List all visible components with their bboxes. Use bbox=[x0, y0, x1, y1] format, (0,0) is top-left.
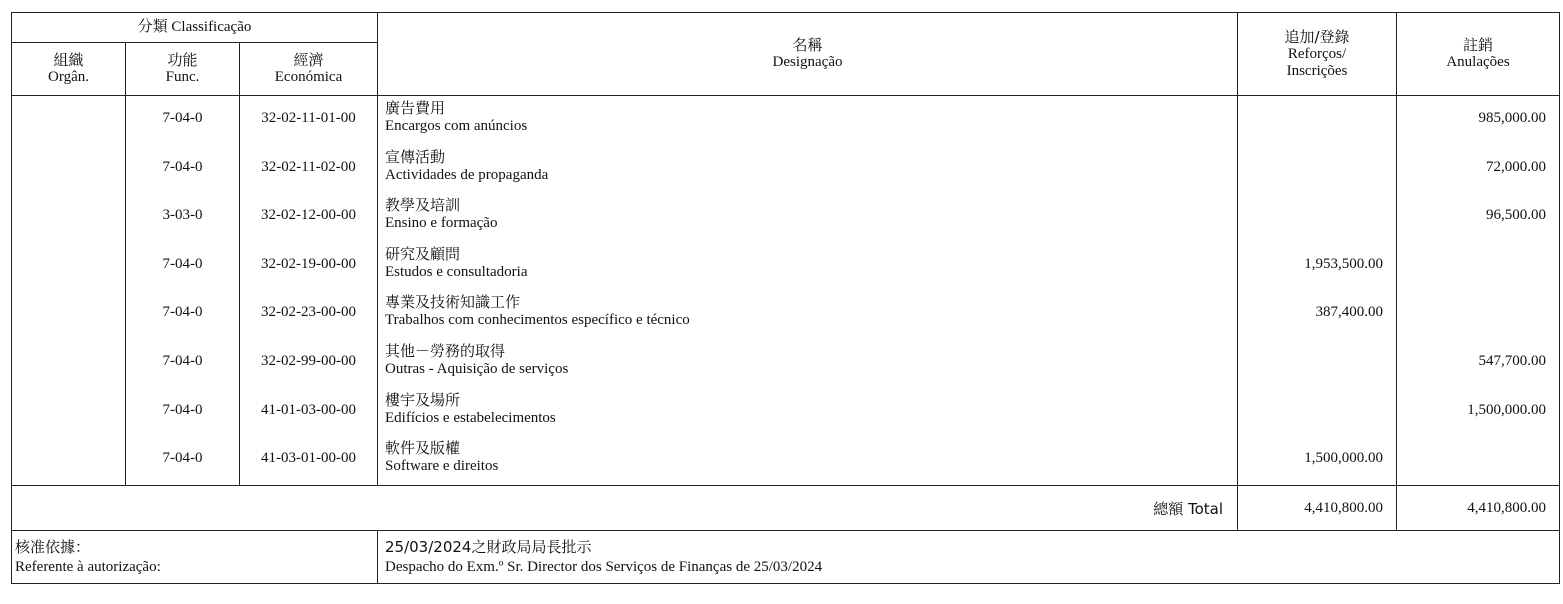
designation-pt: Estudos e consultadoria bbox=[385, 263, 528, 280]
econ-code: 41-01-03-00-00 bbox=[261, 401, 356, 418]
designation-pt: Edifícios e estabelecimentos bbox=[385, 409, 556, 426]
reinforcement-amount: 1,500,000.00 bbox=[1304, 450, 1383, 467]
func-code: 7-04-0 bbox=[162, 304, 203, 321]
authorization-label: 核准依據： Referente à autorização: bbox=[12, 531, 378, 584]
func-code: 7-04-0 bbox=[162, 110, 203, 126]
designation-cell bbox=[378, 193, 1237, 242]
cancellation-amount: 985,000.00 bbox=[1478, 110, 1546, 126]
total-label: 總額 Total bbox=[12, 486, 1238, 531]
designation-zh: 宣傳活動 bbox=[385, 147, 446, 166]
cancellation-amount bbox=[1397, 436, 1559, 485]
designation-zh: 樓宇及場所 bbox=[385, 390, 461, 409]
authorization-text: 25/03/2024之財政局局長批示 Despacho do Exm.º Sr. Director dos Serviços de Finanças de 25/03/2024 bbox=[378, 531, 1560, 584]
econ-header: 經濟 Económica bbox=[240, 43, 378, 96]
cancellation-amount bbox=[1397, 242, 1559, 291]
total-cancellations: 4,410,800.00 bbox=[1397, 486, 1560, 531]
reinforcement-amount bbox=[1238, 96, 1396, 145]
org-column bbox=[12, 96, 126, 486]
total-row bbox=[12, 486, 1560, 531]
designation-pt: Trabalhos com conhecimentos específico e técnico bbox=[385, 312, 690, 329]
designation-column bbox=[378, 96, 1238, 486]
cancellation-amount: 1,500,000.00 bbox=[1467, 401, 1546, 418]
cancellations-header: 註銷 Anulações bbox=[1397, 13, 1560, 96]
cancellation-amount: 96,500.00 bbox=[1486, 207, 1546, 224]
func-code: 7-04-0 bbox=[162, 450, 203, 467]
designation-cell bbox=[378, 290, 1237, 339]
authorization-row bbox=[12, 531, 1560, 584]
org-header: 組織 Orgân. bbox=[12, 43, 126, 96]
designation-zh: 研究及顧問 bbox=[385, 244, 461, 263]
total-reinforcements: 4,410,800.00 bbox=[1238, 486, 1397, 531]
designation-zh: 其他－勞務的取得 bbox=[385, 341, 506, 360]
line-items bbox=[12, 96, 1560, 486]
func-code: 7-04-0 bbox=[162, 401, 203, 418]
designation-pt: Software e direitos bbox=[385, 458, 499, 475]
econ-code: 32-02-11-01-00 bbox=[261, 110, 356, 126]
reinforcement-amount: 387,400.00 bbox=[1315, 304, 1383, 321]
func-code: 7-04-0 bbox=[162, 158, 203, 175]
reinforcement-amount bbox=[1238, 339, 1396, 388]
designation-pt: Ensino e formação bbox=[385, 215, 498, 232]
cancellation-amount: 547,700.00 bbox=[1478, 352, 1546, 369]
reinforcement-amount bbox=[1238, 193, 1396, 242]
func-column bbox=[126, 96, 240, 486]
cancellations-column bbox=[1397, 96, 1560, 486]
designation-cell bbox=[378, 96, 1237, 145]
designation-pt: Outras - Aquisição de serviços bbox=[385, 360, 569, 377]
func-code: 7-04-0 bbox=[162, 352, 203, 369]
designation-pt: Actividades de propaganda bbox=[385, 166, 549, 183]
designation-pt: Encargos com anúncios bbox=[385, 118, 528, 134]
econ-column bbox=[240, 96, 378, 486]
reinforcement-amount bbox=[1238, 388, 1396, 437]
designation-zh: 廣告費用 bbox=[385, 99, 446, 117]
econ-code: 32-02-11-02-00 bbox=[261, 158, 356, 175]
designation-cell bbox=[378, 242, 1237, 291]
reinforcements-column bbox=[1238, 96, 1397, 486]
reinforcement-amount bbox=[1238, 145, 1396, 194]
designation-header: 名稱 Designação bbox=[378, 13, 1238, 96]
classification-header: 分類 Classificação bbox=[12, 13, 378, 43]
econ-code: 32-02-19-00-00 bbox=[261, 255, 356, 272]
cancellation-amount bbox=[1397, 290, 1559, 339]
func-code: 3-03-0 bbox=[162, 207, 203, 224]
designation-cell bbox=[378, 436, 1237, 485]
designation-cell bbox=[378, 339, 1237, 388]
cancellation-amount: 72,000.00 bbox=[1486, 158, 1546, 175]
designation-zh: 專業及技術知識工作 bbox=[385, 293, 521, 312]
designation-zh: 軟件及版權 bbox=[385, 439, 461, 458]
econ-code: 32-02-12-00-00 bbox=[261, 207, 356, 224]
reinforcements-header: 追加/登錄 Reforços/ Inscrições bbox=[1238, 13, 1397, 96]
budget-transfer-table bbox=[11, 12, 1560, 584]
designation-zh: 教學及培訓 bbox=[385, 196, 461, 215]
designation-cell bbox=[378, 388, 1237, 437]
econ-code: 32-02-23-00-00 bbox=[261, 304, 356, 321]
econ-code: 32-02-99-00-00 bbox=[261, 352, 356, 369]
func-header: 功能 Func. bbox=[126, 43, 240, 96]
reinforcement-amount: 1,953,500.00 bbox=[1304, 255, 1383, 272]
designation-cell bbox=[378, 145, 1237, 194]
econ-code: 41-03-01-00-00 bbox=[261, 450, 356, 467]
func-code: 7-04-0 bbox=[162, 255, 203, 272]
